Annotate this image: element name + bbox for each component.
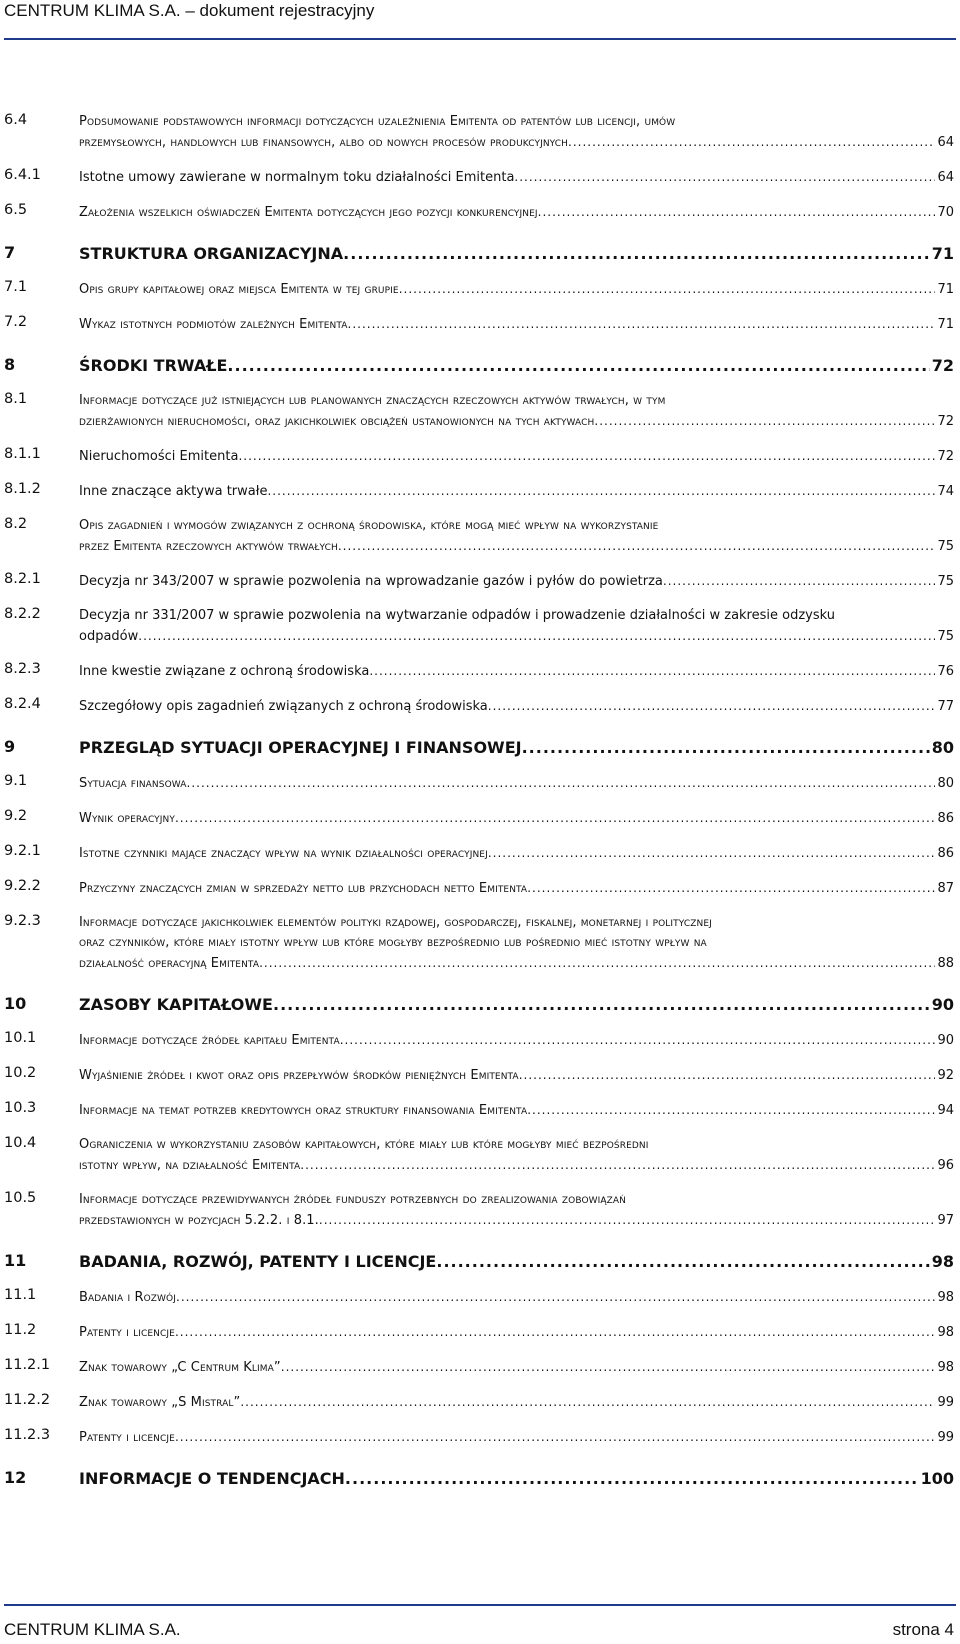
toc-entry-leader-line <box>79 1392 954 1413</box>
toc-entry-title-text: przemysłowych, handlowych lub finansowych, albo od nowych procesów produkcyjnych <box>79 135 569 150</box>
toc-entry-title <box>79 167 954 188</box>
toc-entry-page: 87 <box>937 881 954 896</box>
toc-dot-leader <box>176 1287 935 1307</box>
toc-entry-leader-line <box>79 994 954 1016</box>
toc-entry-title-text: INFORMACJE O TENDENCJACH <box>79 1469 345 1488</box>
header-title: CENTRUM KLIMA S.A. – dokument rejestracyjny <box>4 1 375 20</box>
toc-entry-page: 71 <box>937 282 954 297</box>
footer-rule <box>4 1604 956 1606</box>
toc-entry-page: 90 <box>931 995 954 1014</box>
toc-entry-title-line: Informacje dotyczące przewidywanych źródeł funduszy potrzebnych do zrealizowania zobowiązań <box>79 1192 626 1207</box>
toc-entry-title-text: Informacje na temat potrzeb kredytowych oraz struktury finansowania Emitenta <box>79 1103 528 1118</box>
footer-page-number: strona 4 <box>892 1620 954 1639</box>
toc-entry-page: 100 <box>920 1469 954 1488</box>
toc-entry-page: 97 <box>937 1213 954 1228</box>
toc-dot-leader <box>527 878 935 898</box>
toc-entry-page: 77 <box>937 699 954 714</box>
toc-entry[interactable] <box>4 167 954 188</box>
toc-entry-title-text: BADANIA, ROZWÓJ, PATENTY I LICENCJE <box>79 1252 437 1271</box>
toc-entry-number: 9.2.2 <box>4 878 41 894</box>
toc-entry-title <box>79 1030 954 1051</box>
toc-entry-leader-line <box>79 1155 954 1176</box>
toc-entry-leader-line <box>79 355 954 377</box>
toc-entry-number: 7 <box>4 243 16 262</box>
toc-entry-title-text: Sytuacja finansowa <box>79 776 187 791</box>
toc-entry-leader-line <box>79 446 954 467</box>
toc-entry-title <box>79 279 954 300</box>
toc-entry-page: 94 <box>937 1103 954 1118</box>
toc-entry-title-text: Wyjaśnienie źródeł i kwot oraz opis przepływów środków pieniężnych Emitenta <box>79 1068 519 1083</box>
toc-entry-leader-line <box>79 314 954 335</box>
toc-entry-page: 98 <box>937 1325 954 1340</box>
toc-entry-leader-line <box>79 1210 954 1231</box>
toc-dot-leader <box>594 411 935 431</box>
toc-entry-title <box>79 1392 954 1413</box>
toc-entry-title-line: Informacje dotyczące już istniejących lub planowanych znaczących rzeczowych aktywów trwałych, w tym <box>79 393 666 408</box>
toc-entry-page: 90 <box>937 1033 954 1048</box>
toc-dot-leader <box>538 202 936 222</box>
footer-company: CENTRUM KLIMA S.A. <box>4 1620 181 1639</box>
toc-entry-number: 11.2.2 <box>4 1392 51 1408</box>
toc-entry[interactable] <box>4 913 954 974</box>
toc-entry[interactable] <box>4 1065 954 1086</box>
toc-entry-page: 72 <box>937 449 954 464</box>
toc-entry-number: 11 <box>4 1251 27 1270</box>
toc-entry-title <box>79 1468 954 1490</box>
toc-entry[interactable] <box>4 516 954 557</box>
toc-entry[interactable] <box>4 1135 954 1176</box>
toc-dot-leader <box>187 773 936 793</box>
toc-dot-leader <box>175 808 935 828</box>
toc-entry-leader-line <box>79 773 954 794</box>
toc-entry-title-text: PRZEGLĄD SYTUACJI OPERACYJNEJ I FINANSOWEJ <box>79 738 522 757</box>
toc-entry-title-text: Opis grupy kapitałowej oraz miejsca Emitenta w tej grupie <box>79 282 399 297</box>
toc-entry-page: 98 <box>937 1360 954 1375</box>
toc-entry-leader-line <box>79 202 954 223</box>
toc-entry-number: 10.3 <box>4 1100 37 1116</box>
toc-entry-title <box>79 202 954 223</box>
toc-entry-title-text: Inne kwestie związane z ochroną środowiska <box>79 664 370 679</box>
toc-entry-number: 6.5 <box>4 202 28 218</box>
toc-entry-number: 10 <box>4 994 27 1013</box>
toc-entry[interactable] <box>4 878 954 899</box>
toc-entry-number: 8.2.3 <box>4 661 41 677</box>
toc-entry-leader-line <box>79 953 954 974</box>
toc-entry-title <box>79 737 954 759</box>
toc-entry-number: 9.2.3 <box>4 913 41 929</box>
toc-entry-title <box>79 808 954 829</box>
page-footer <box>0 1604 960 1644</box>
toc-entry[interactable] <box>4 1190 954 1231</box>
toc-entry[interactable] <box>4 571 954 592</box>
toc-entry[interactable] <box>4 1427 954 1448</box>
toc-entry-number: 8.2 <box>4 516 28 532</box>
toc-entry-leader-line <box>79 167 954 188</box>
toc-entry-title-text: ŚRODKI TRWAŁE <box>79 356 228 375</box>
toc-dot-leader <box>663 571 936 591</box>
toc-entry-title <box>79 1357 954 1378</box>
toc-entry-number: 11.2.3 <box>4 1427 51 1443</box>
toc-entry-leader-line <box>79 1251 954 1273</box>
toc-entry-number: 8.1.2 <box>4 481 41 497</box>
toc-entry-title-line: oraz czynników, które miały istotny wpływ lub które mogłyby bezpośrednio lub pośrednio mieć istotny wpływ na <box>79 935 707 950</box>
toc-dot-leader <box>568 132 935 152</box>
toc-entry-leader-line <box>79 737 954 759</box>
toc-dot-leader <box>436 1251 929 1273</box>
toc-dot-leader <box>138 626 935 646</box>
toc-entry[interactable] <box>4 1287 954 1308</box>
toc-dot-leader <box>227 355 929 377</box>
toc-entry[interactable] <box>4 243 954 265</box>
toc-entry-page: 98 <box>931 1252 954 1271</box>
toc-entry[interactable] <box>4 1251 954 1273</box>
toc-entry-leader-line <box>79 279 954 300</box>
toc-entry-leader-line <box>79 843 954 864</box>
toc-entry-title <box>79 1065 954 1086</box>
toc-entry-leader-line <box>79 626 954 647</box>
toc-entry-page: 88 <box>937 956 954 971</box>
toc-entry-number: 8.2.4 <box>4 696 41 712</box>
toc-dot-leader <box>399 279 936 299</box>
toc-dot-leader <box>273 994 930 1016</box>
toc-entry-title <box>79 391 954 432</box>
toc-entry[interactable] <box>4 808 954 829</box>
toc-entry-page: 72 <box>937 414 954 429</box>
toc-dot-leader <box>300 1155 935 1175</box>
toc-entry-page: 64 <box>937 170 954 185</box>
toc-entry[interactable] <box>4 1392 954 1413</box>
toc-dot-leader <box>338 536 936 556</box>
toc-entry-leader-line <box>79 661 954 682</box>
toc-entry-title-text: Informacje dotyczące źródeł kapitału Emitenta <box>79 1033 340 1048</box>
toc-dot-leader <box>281 1357 936 1377</box>
toc-entry-leader-line <box>79 411 954 432</box>
toc-dot-leader <box>519 1065 936 1085</box>
toc-entry-title-text: przedstawionych w pozycjach 5.2.2. i 8.1. <box>79 1213 319 1228</box>
toc-entry-title-text: Decyzja nr 343/2007 w sprawie pozwolenia na wprowadzanie gazów i pyłów do powietrza <box>79 574 663 589</box>
toc-entry[interactable] <box>4 696 954 717</box>
toc-entry-number: 10.4 <box>4 1135 37 1151</box>
toc-entry-leader-line <box>79 1030 954 1051</box>
toc-entry-title <box>79 1287 954 1308</box>
toc-entry[interactable] <box>4 606 954 647</box>
toc-entry-title-text: Wynik operacyjny <box>79 811 175 826</box>
toc-entry-leader-line <box>79 1100 954 1121</box>
toc-entry-title-text: Szczegółowy opis zagadnień związanych z ochroną środowiska <box>79 699 488 714</box>
toc-entry-title <box>79 1100 954 1121</box>
toc-entry-leader-line <box>79 1357 954 1378</box>
toc-entry-leader-line <box>79 1427 954 1448</box>
toc-entry-page: 99 <box>937 1430 954 1445</box>
toc-dot-leader <box>175 1427 936 1447</box>
toc-entry-title <box>79 1251 954 1273</box>
table-of-contents <box>4 112 954 1504</box>
toc-entry-number: 7.1 <box>4 279 28 295</box>
toc-entry-page: 64 <box>937 135 954 150</box>
toc-entry-title-text: Inne znaczące aktywa trwałe <box>79 484 268 499</box>
toc-entry-page: 75 <box>937 574 954 589</box>
toc-entry[interactable] <box>4 1100 954 1121</box>
toc-entry-title-text: dzierżawionych nieruchomości, oraz jakichkolwiek obciążeń ustanowionych na tych aktywach <box>79 414 595 429</box>
toc-entry-number: 6.4.1 <box>4 167 41 183</box>
toc-entry-title-text: przez Emitenta rzeczowych aktywów trwałych <box>79 539 338 554</box>
toc-entry-page: 74 <box>937 484 954 499</box>
toc-entry-page: 76 <box>937 664 954 679</box>
toc-entry-title-text: STRUKTURA ORGANIZACYJNA <box>79 244 344 263</box>
toc-entry[interactable] <box>4 737 954 759</box>
toc-entry-number: 7.2 <box>4 314 28 330</box>
toc-dot-leader <box>514 167 935 187</box>
toc-entry[interactable] <box>4 391 954 432</box>
toc-entry-page: 71 <box>937 317 954 332</box>
toc-entry-title <box>79 1135 954 1176</box>
toc-dot-leader <box>488 843 936 863</box>
toc-entry-number: 9.2.1 <box>4 843 41 859</box>
toc-dot-leader <box>240 1392 935 1412</box>
toc-entry-page: 70 <box>937 205 954 220</box>
toc-entry-title-text: Patenty i licencje <box>79 1325 175 1340</box>
toc-entry[interactable] <box>4 994 954 1016</box>
toc-entry-number: 10.2 <box>4 1065 37 1081</box>
toc-dot-leader <box>340 1030 936 1050</box>
toc-entry[interactable] <box>4 314 954 335</box>
toc-entry-title <box>79 481 954 502</box>
toc-entry-number: 9.1 <box>4 773 28 789</box>
toc-entry-number: 9 <box>4 737 16 756</box>
toc-entry-title-text: Przyczyny znaczących zmian w sprzedaży netto lub przychodach netto Emitenta <box>79 881 528 896</box>
toc-entry-leader-line <box>79 1065 954 1086</box>
toc-entry-title <box>79 112 954 153</box>
toc-entry-title-text: odpadów <box>79 629 139 644</box>
toc-entry-page: 96 <box>937 1158 954 1173</box>
toc-entry-title <box>79 243 954 265</box>
toc-entry-page: 72 <box>931 356 954 375</box>
toc-entry-title-text: Istotne umowy zawierane w normalnym toku działalności Emitenta <box>79 170 515 185</box>
toc-entry-page: 99 <box>937 1395 954 1410</box>
toc-entry-leader-line <box>79 1322 954 1343</box>
toc-entry[interactable] <box>4 481 954 502</box>
toc-entry-number: 11.2 <box>4 1322 37 1338</box>
toc-entry-number: 11.1 <box>4 1287 37 1303</box>
toc-entry-title <box>79 1427 954 1448</box>
toc-entry-title-line: Decyzja nr 331/2007 w sprawie pozwolenia na wytwarzanie odpadów i prowadzenie działalności w zakresie odzysku <box>79 608 835 623</box>
toc-entry-title <box>79 661 954 682</box>
toc-entry-title <box>79 314 954 335</box>
toc-entry-title-text: Znak towarowy „S Mistral” <box>79 1395 241 1410</box>
toc-entry-title-line: Ograniczenia w wykorzystaniu zasobów kapitałowych, które miały lub które mogłyby mieć bezpośredni <box>79 1137 649 1152</box>
toc-entry-page: 80 <box>931 738 954 757</box>
toc-entry-leader-line <box>79 132 954 153</box>
toc-dot-leader <box>267 481 935 501</box>
toc-entry-number: 10.5 <box>4 1190 37 1206</box>
toc-entry[interactable] <box>4 112 954 153</box>
page-header <box>0 0 960 40</box>
toc-entry-title <box>79 516 954 557</box>
toc-dot-leader <box>175 1322 936 1342</box>
toc-entry-title-text: Istotne czynniki mające znaczący wpływ na wynik działalności operacyjnej <box>79 846 488 861</box>
toc-entry-title <box>79 994 954 1016</box>
toc-entry-page: 86 <box>937 846 954 861</box>
toc-dot-leader <box>488 696 936 716</box>
toc-entry-leader-line <box>79 481 954 502</box>
toc-entry[interactable] <box>4 279 954 300</box>
toc-entry-title <box>79 446 954 467</box>
toc-entry-title-text: Znak towarowy „C Centrum Klima” <box>79 1360 281 1375</box>
toc-entry-leader-line <box>79 243 954 265</box>
toc-entry[interactable] <box>4 661 954 682</box>
toc-entry-number: 6.4 <box>4 112 28 128</box>
toc-dot-leader <box>369 661 935 681</box>
toc-entry-leader-line <box>79 536 954 557</box>
toc-entry[interactable] <box>4 773 954 794</box>
toc-entry[interactable] <box>4 1322 954 1343</box>
toc-entry-title <box>79 1190 954 1231</box>
toc-entry-page: 75 <box>937 539 954 554</box>
toc-entry-page: 80 <box>937 776 954 791</box>
toc-entry-number: 8.1.1 <box>4 446 41 462</box>
toc-entry-number: 11.2.1 <box>4 1357 51 1373</box>
toc-entry-title <box>79 606 954 647</box>
toc-entry-page: 75 <box>937 629 954 644</box>
toc-dot-leader <box>259 953 935 973</box>
toc-dot-leader <box>527 1100 935 1120</box>
toc-entry[interactable] <box>4 1030 954 1051</box>
toc-entry-title-line: Podsumowanie podstawowych informacji dotyczących uzależnienia Emitenta od patentów lub licencji, umów <box>79 114 676 129</box>
toc-entry-leader-line <box>79 1287 954 1308</box>
toc-entry-page: 86 <box>937 811 954 826</box>
toc-entry-number: 9.2 <box>4 808 28 824</box>
toc-entry-title <box>79 696 954 717</box>
toc-entry-title-text: ZASOBY KAPITAŁOWE <box>79 995 273 1014</box>
toc-dot-leader <box>319 1210 936 1230</box>
toc-dot-leader <box>343 243 930 265</box>
toc-entry-title-text: Badania i Rozwój <box>79 1290 176 1305</box>
toc-entry-number: 8.2.2 <box>4 606 41 622</box>
toc-entry[interactable] <box>4 1357 954 1378</box>
toc-entry-page: 71 <box>931 244 954 263</box>
toc-entry-title-text: Wykaz istotnych podmiotów zależnych Emitenta <box>79 317 348 332</box>
toc-entry[interactable] <box>4 1468 954 1490</box>
toc-entry-title-line: Informacje dotyczące jakichkolwiek elementów polityki rządowej, gospodarczej, fiskalnej, monetarnej i politycznej <box>79 915 712 930</box>
toc-entry-number: 10.1 <box>4 1030 37 1046</box>
toc-entry[interactable] <box>4 355 954 377</box>
toc-entry-title <box>79 1322 954 1343</box>
toc-entry-number: 8 <box>4 355 16 374</box>
toc-entry-page: 98 <box>937 1290 954 1305</box>
toc-entry-title <box>79 571 954 592</box>
toc-entry-number: 12 <box>4 1468 27 1487</box>
toc-entry-leader-line <box>79 571 954 592</box>
toc-entry[interactable] <box>4 446 954 467</box>
toc-entry-title <box>79 355 954 377</box>
toc-entry[interactable] <box>4 843 954 864</box>
toc-entry-page: 92 <box>937 1068 954 1083</box>
toc-entry-number: 8.1 <box>4 391 28 407</box>
toc-entry-leader-line <box>79 808 954 829</box>
toc-entry-title-text: Nieruchomości Emitenta <box>79 449 239 464</box>
header-rule <box>4 38 956 40</box>
toc-entry-title <box>79 773 954 794</box>
toc-entry-number: 8.2.1 <box>4 571 41 587</box>
toc-dot-leader <box>238 446 935 466</box>
toc-entry-title-text: istotny wpływ, na działalność Emitenta <box>79 1158 301 1173</box>
toc-entry-leader-line <box>79 696 954 717</box>
toc-entry-title-text: działalność operacyjną Emitenta <box>79 956 260 971</box>
toc-entry-title-text: Patenty i licencje <box>79 1430 175 1445</box>
toc-entry-leader-line <box>79 878 954 899</box>
toc-entry-title <box>79 878 954 899</box>
toc-entry-title <box>79 913 954 974</box>
toc-entry-title-text: Założenia wszelkich oświadczeń Emitenta dotyczących jego pozycji konkurencyjnej <box>79 205 538 220</box>
toc-entry-title-line: Opis zagadnień i wymogów związanych z ochroną środowiska, które mogą mieć wpływ na wykorzystanie <box>79 518 659 533</box>
toc-dot-leader <box>522 737 930 759</box>
toc-entry-leader-line <box>79 1468 954 1490</box>
toc-entry[interactable] <box>4 202 954 223</box>
toc-entry-title <box>79 843 954 864</box>
toc-dot-leader <box>348 314 936 334</box>
toc-dot-leader <box>345 1468 919 1490</box>
